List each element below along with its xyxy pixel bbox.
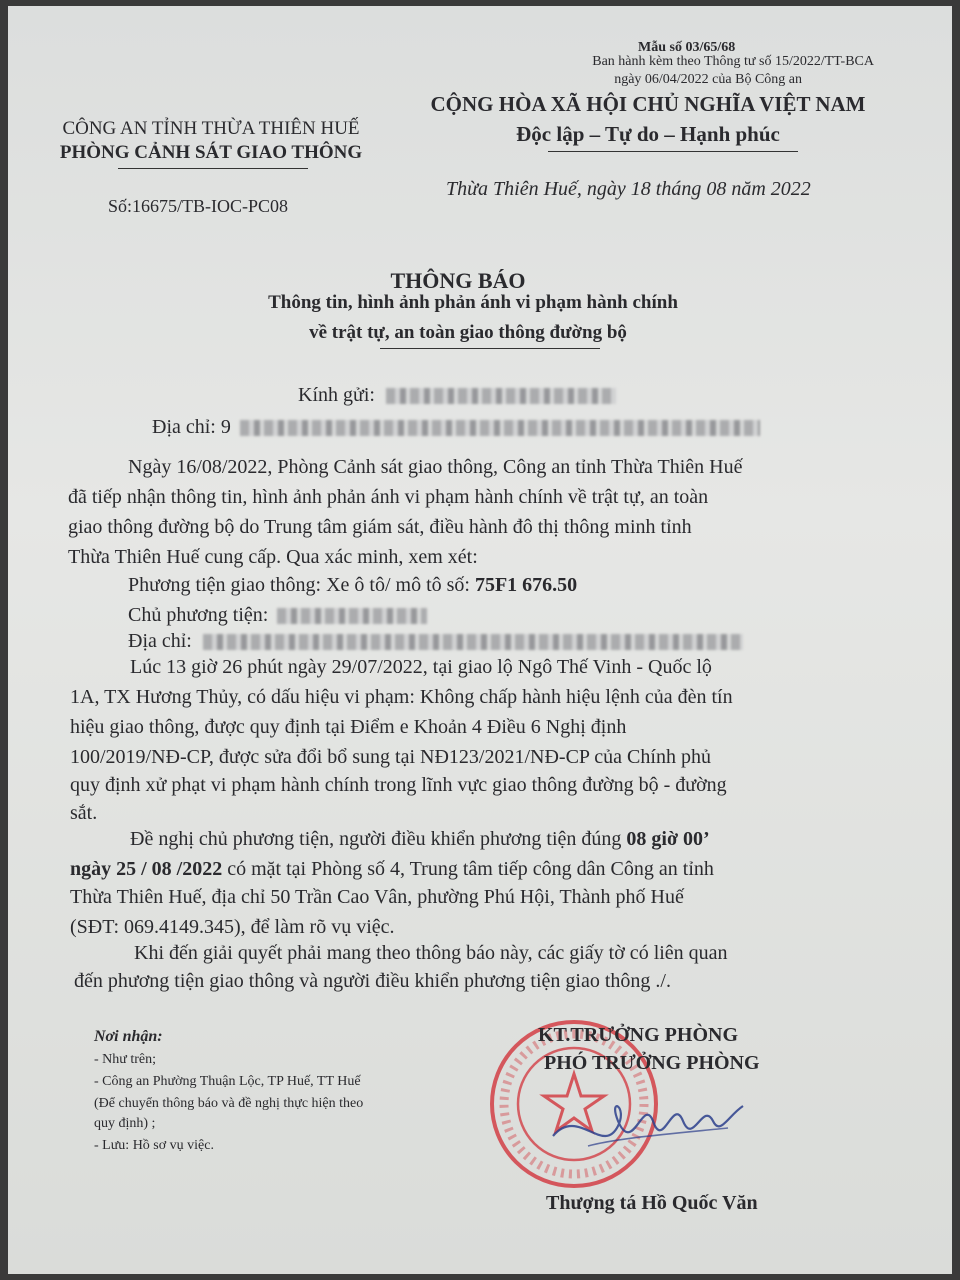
recipient-item: quy định) ; [94,1116,156,1131]
form-number: Mẫu số 03/65/68 [638,40,736,55]
department-underline [118,168,308,169]
owner-address-label: Địa chỉ: [128,630,192,652]
para1-line-1: Ngày 16/08/2022, Phòng Cảnh sát giao thông, Công an tỉnh Thừa Thiên Huế [128,456,743,478]
document-number: Số:16675/TB-IOC-PC08 [108,196,289,216]
para4-line-2: đến phương tiện giao thông và người điều khiển phương tiện giao thông ./. [74,970,671,992]
para1-line-3: giao thông đường bộ do Trung tâm giám sát, điều hành đô thị thông minh tỉnh [68,516,692,538]
redacted-owner [277,608,427,624]
para3-line-2-text: có mặt tại Phòng số 4, Trung tâm tiếp công dân Công an tỉnh [222,858,714,880]
para1-line-2: đã tiếp nhận thông tin, hình ảnh phản ánh vi phạm hành chính về trật tự, an toàn [68,486,709,508]
recipients-title: Nơi nhận: [94,1028,163,1045]
appointment-time: 08 giờ 00’ [626,828,710,850]
place-and-date: Thừa Thiên Huế, ngày 18 tháng 08 năm 2022 [446,178,811,200]
republic-name: CỘNG HÒA XÃ HỘI CHỦ NGHĨA VIỆT NAM [430,92,866,116]
document-title: THÔNG BÁO [390,268,526,293]
department-name: PHÒNG CẢNH SÁT GIAO THÔNG [59,142,363,163]
para2-line-3: hiệu giao thông, được quy định tại Điểm e Khoản 4 Điều 6 Nghị định [70,716,627,738]
addressee-label: Kính gửi: [298,384,375,406]
para2-line-2: 1A, TX Hương Thủy, có dấu hiệu vi phạm: Không chấp hành hiệu lệnh của đèn tín [70,686,733,708]
license-plate: 75F1 676.50 [474,574,578,596]
document-subtitle-line-2: về trật tự, an toàn giao thông đường bộ [309,322,627,343]
para2-line-5: quy định xử phạt vi phạm hành chính trong lĩnh vực giao thông đường bộ - đường [70,774,727,796]
appointment-date: ngày 25 / 08 /2022 [70,858,223,880]
redacted-address [240,420,760,436]
addressee-row [298,384,616,407]
form-issued-line-2: ngày 06/04/2022 của Bộ Công an [614,72,802,87]
document-subtitle-line-1: Thông tin, hình ảnh phản ánh vi phạm hành chính [268,292,678,313]
signer-name: Thượng tá Hồ Quốc Văn [546,1192,758,1214]
handwritten-signature-icon [548,1076,748,1176]
national-motto: Độc lập – Tự do – Hạnh phúc [516,122,780,146]
para3-line-4: (SĐT: 069.4149.345), để làm rõ vụ việc. [70,916,395,938]
redacted-owner-address [203,634,743,650]
para1-line-4: Thừa Thiên Huế cung cấp. Qua xác minh, xem xét: [68,546,478,568]
vehicle-row [128,574,577,597]
owner-row [128,604,427,627]
para4-line-1: Khi đến giải quyết phải mang theo thông báo này, các giấy tờ có liên quan [134,942,728,964]
agency-name: CÔNG AN TỈNH THỪA THIÊN HUẾ [62,118,360,139]
redacted-name [386,388,616,404]
form-issued-line-1: Ban hành kèm theo Thông tư số 15/2022/TT-BCA [592,54,874,69]
para2-line-6: sắt. [70,802,98,824]
para2-line-1: Lúc 13 giờ 26 phút ngày 29/07/2022, tại giao lộ Ngô Thế Vinh - Quốc lộ [130,656,712,678]
signatory-title-2: PHÓ TRƯỞNG PHÒNG [544,1052,760,1074]
recipient-item: - Như trên; [94,1052,157,1067]
address-label: Địa chỉ: [152,416,216,438]
recipient-item: - Lưu: Hồ sơ vụ việc. [94,1138,214,1153]
address-row [152,416,760,439]
para2-line-4: 100/2019/NĐ-CP, được sửa đổi bổ sung tại NĐ123/2021/NĐ-CP của Chính phủ [70,746,711,768]
recipient-item: - Công an Phường Thuận Lộc, TP Huế, TT Huế [94,1074,361,1089]
address-prefix: 9 [220,416,231,438]
document-page [8,6,952,1274]
signatory-title-1: KT.TRƯỞNG PHÒNG [538,1024,738,1046]
para3-line-2 [70,858,714,881]
owner-label: Chủ phương tiện: [128,604,269,626]
subtitle-underline [380,348,600,349]
vehicle-label: Phương tiện giao thông: Xe ô tô/ mô tô số: [128,574,470,596]
owner-address-row [128,630,743,653]
recipient-item: (Để chuyển thông báo và đề nghị thực hiện theo [94,1096,364,1111]
motto-underline [548,151,798,152]
para3-line-3: Thừa Thiên Huế, địa chỉ 50 Trần Cao Vân, phường Phú Hội, Thành phố Huế [70,886,684,908]
para3-line-1-text: Đề nghị chủ phương tiện, người điều khiển phương tiện đúng [130,828,627,850]
para3-line-1 [130,828,710,851]
